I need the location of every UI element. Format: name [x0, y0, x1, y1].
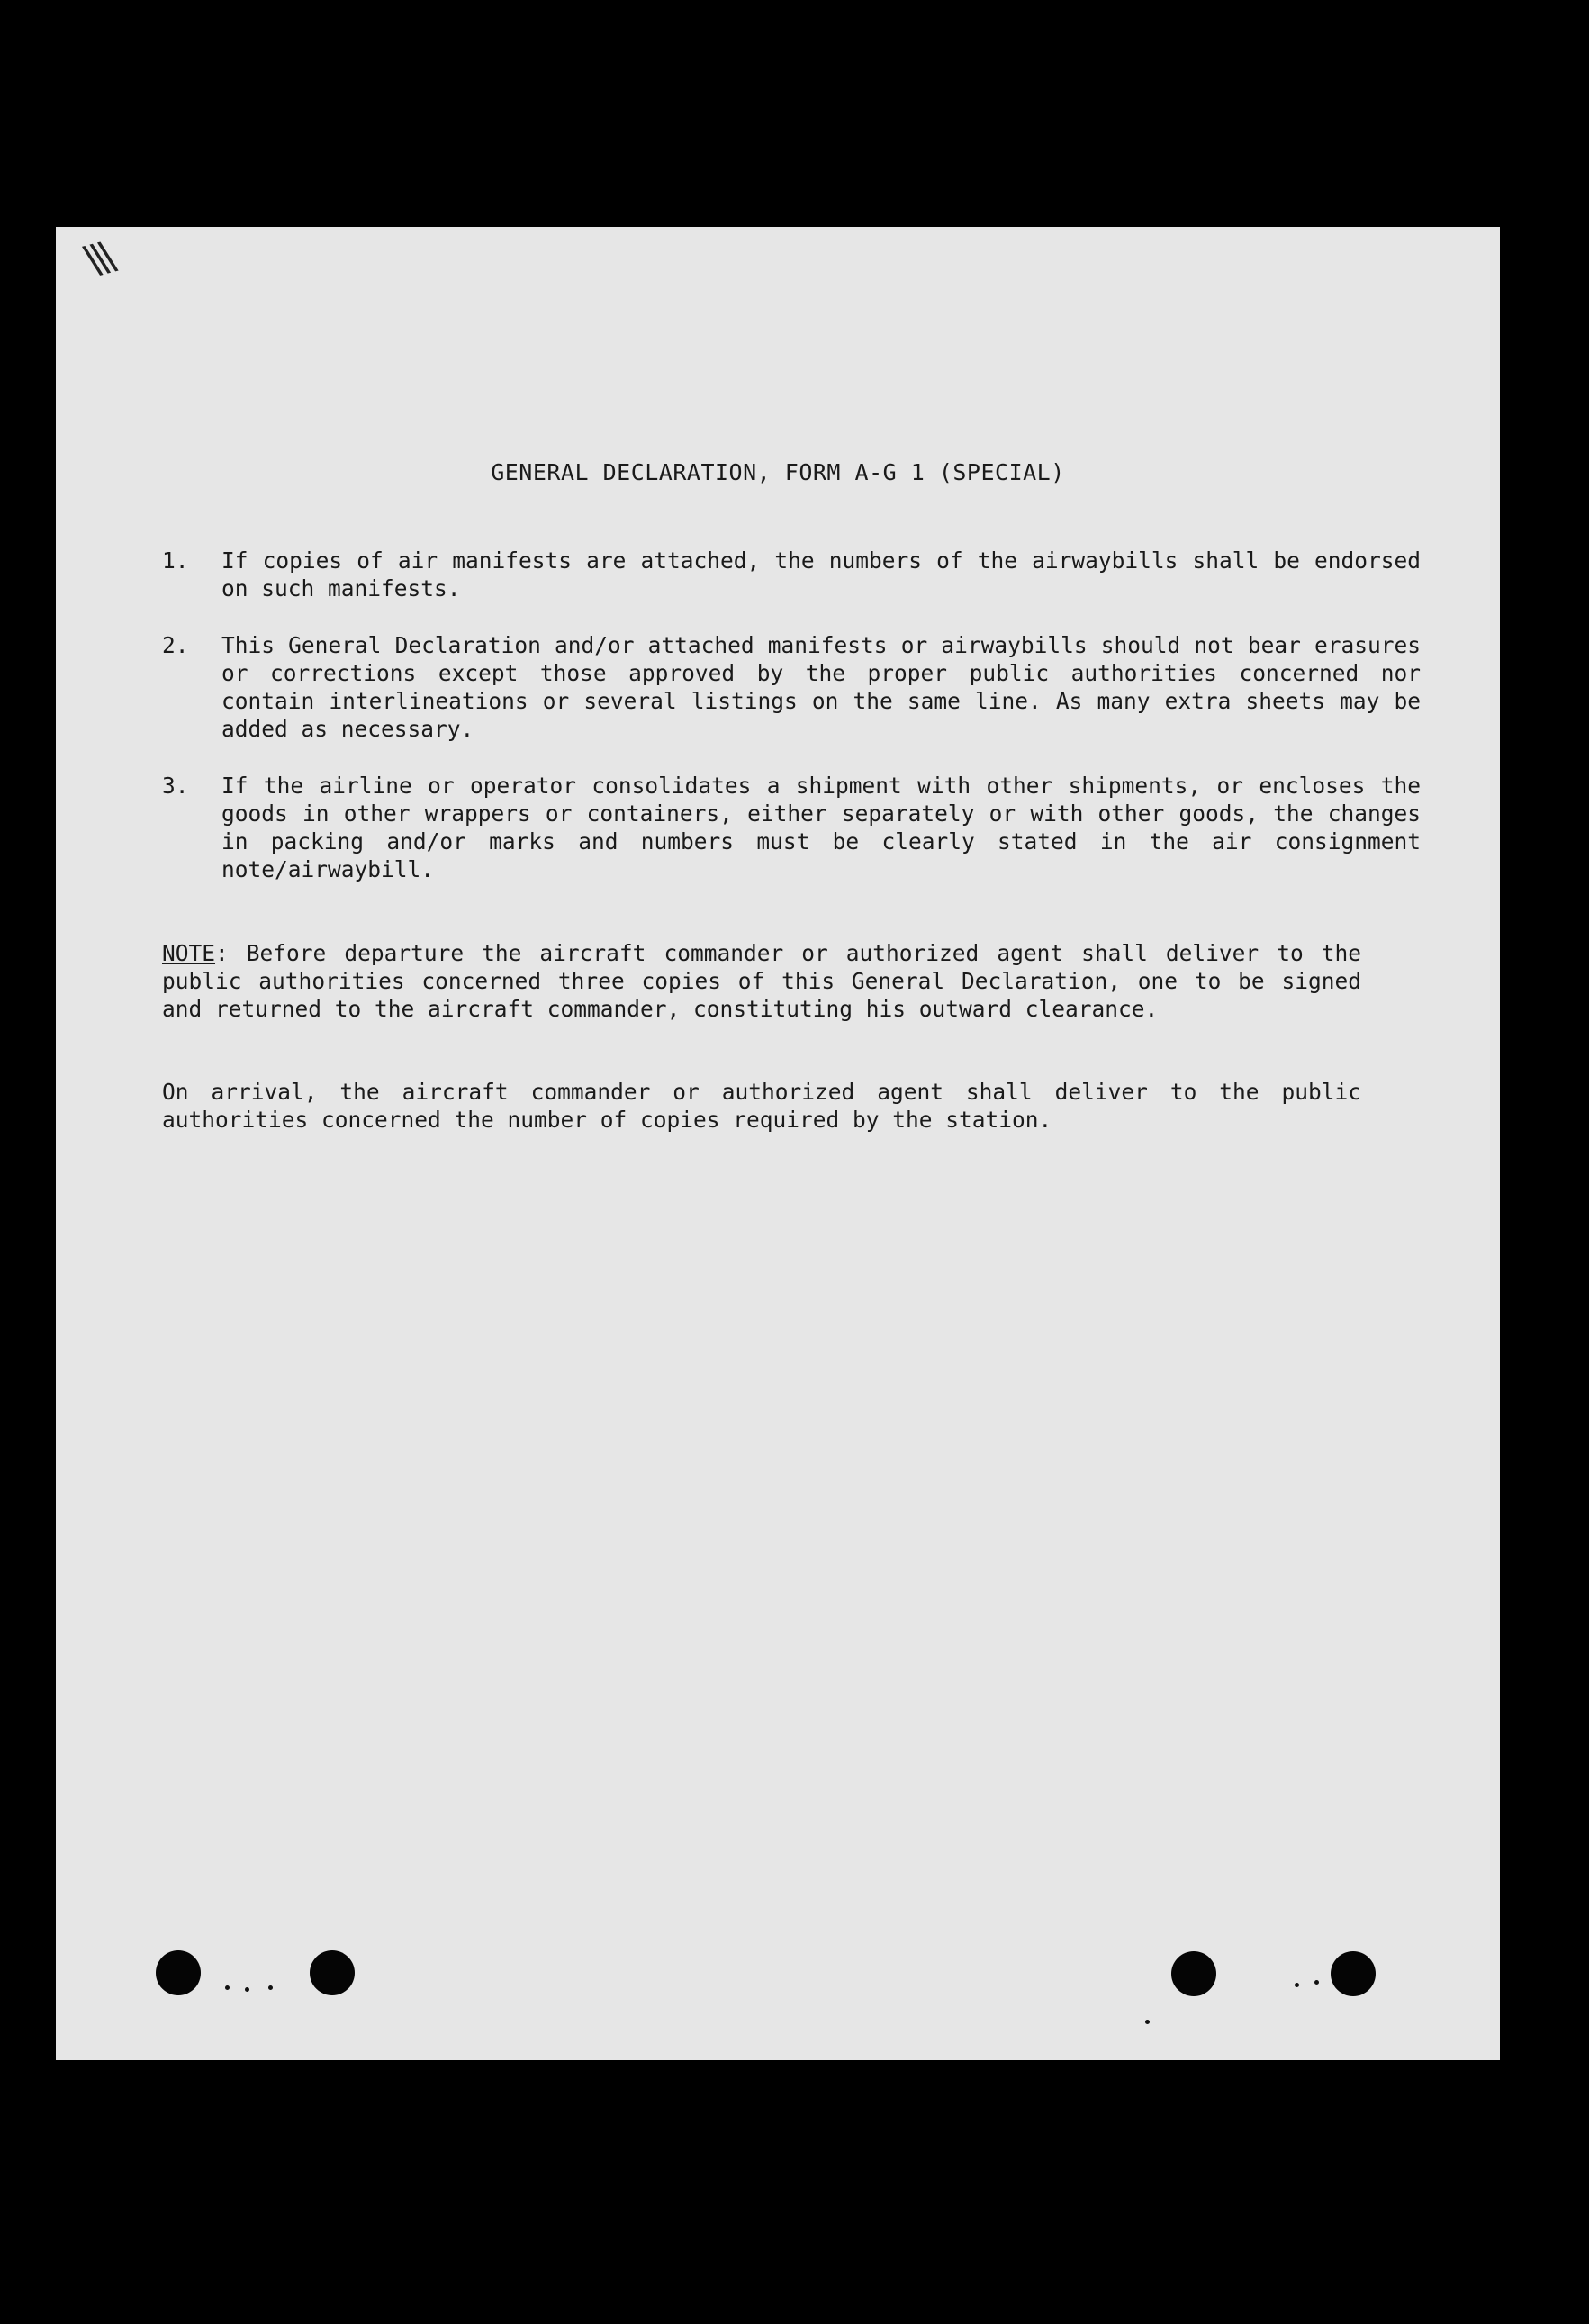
note-text: : Before departure the aircraft commander or authorized agent shall deliver to the public authorities concerned three copies of this General Declaration, one to be signed and returned to the aircraft commander, constituting his outward clearance.	[162, 940, 1361, 1022]
list-item-2	[162, 631, 1421, 743]
list-item-3	[162, 772, 1421, 883]
speck	[1145, 2020, 1150, 2024]
speck	[1314, 1980, 1319, 1985]
item-number: 1.	[162, 547, 189, 574]
arrival-paragraph: On arrival, the aircraft commander or authorized agent shall deliver to the public authorities concerned the number of copies required by the station.	[162, 1079, 1361, 1133]
punch-hole-right-1	[1171, 1951, 1216, 1996]
speck	[268, 1985, 273, 1990]
note-paragraph	[162, 939, 1361, 1023]
note-label: NOTE	[162, 940, 216, 966]
punch-hole-left-2	[310, 1950, 355, 1995]
handwritten-tick-mark: \\\	[79, 233, 115, 285]
document-page	[56, 227, 1500, 2060]
item-text: If the airline or operator consolidates a shipment with other shipments, or encloses the goods in other wrappers or containers, either separately or with other goods, the changes in packing and/or marks and numbers must be clearly stated in the air consignment note/airwaybill.	[221, 773, 1421, 882]
speck	[1295, 1983, 1299, 1987]
item-text: If copies of air manifests are attached, the numbers of the airwaybills shall be endorsed on such manifests.	[221, 547, 1421, 601]
list-item-1	[162, 547, 1421, 602]
document-title: GENERAL DECLARATION, FORM A-G 1 (SPECIAL)	[491, 459, 1065, 485]
item-number: 3.	[162, 773, 189, 799]
speck	[245, 1987, 249, 1992]
speck	[225, 1985, 230, 1990]
item-number: 2.	[162, 632, 189, 658]
item-text: This General Declaration and/or attached manifests or airwaybills should not bear erasures or corrections except those approved by the proper public authorities concerned nor contain interlineations or several listings on the same line. As many extra sheets may be added as necessary.	[221, 632, 1421, 742]
punch-hole-left-1	[156, 1950, 201, 1995]
punch-hole-right-2	[1331, 1951, 1376, 1996]
